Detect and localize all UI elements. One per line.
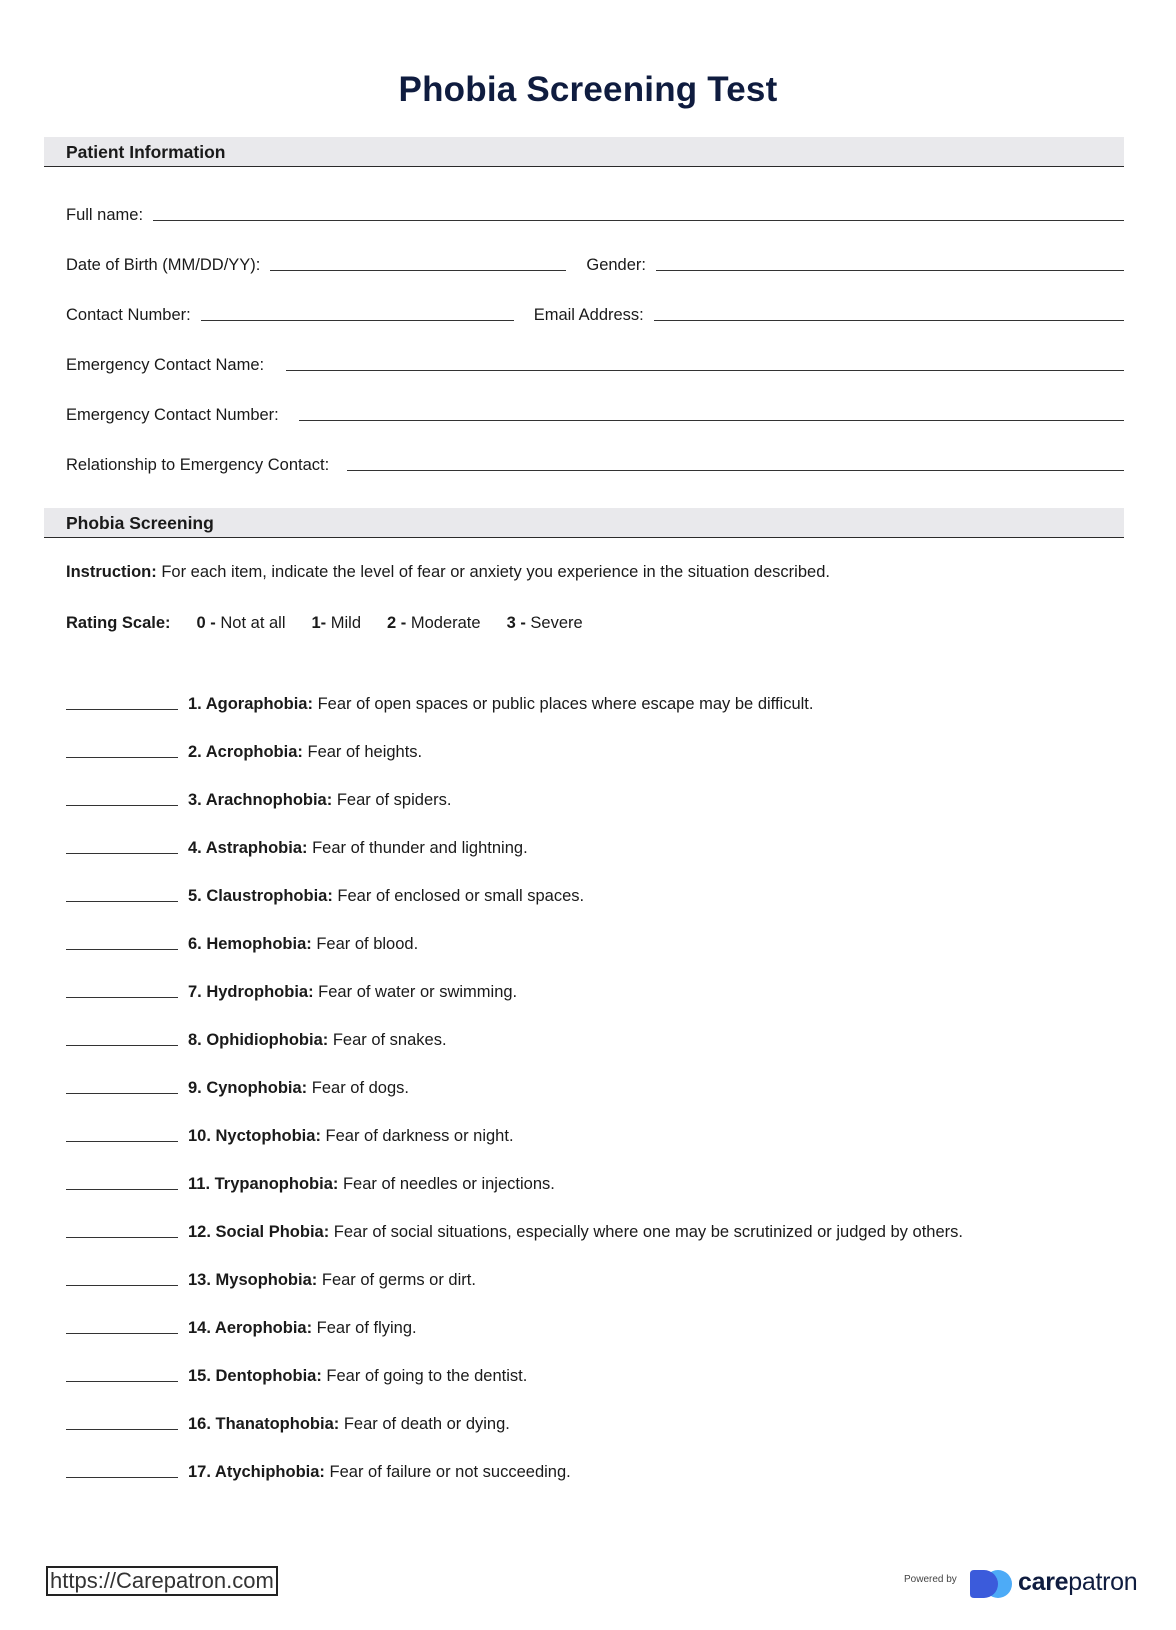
phobia-item <box>66 1074 409 1098</box>
phobia-description: Fear of blood. <box>311 935 419 953</box>
phobia-item <box>66 1218 963 1242</box>
phobia-description: Fear of germs or dirt. <box>317 1271 476 1289</box>
dob-gender-row <box>66 249 1124 275</box>
phobia-description: Fear of needles or injections. <box>338 1175 555 1193</box>
carepatron-wordmark <box>1018 1568 1137 1597</box>
phobia-description: Fear of thunder and lightning. <box>307 839 528 857</box>
contact-email-row <box>66 299 1124 325</box>
phobia-item <box>66 786 451 810</box>
emergency-name-field[interactable] <box>286 370 1124 371</box>
rating-scale <box>66 614 609 633</box>
rating-answer-field[interactable] <box>66 1141 178 1142</box>
rating-answer-field[interactable] <box>66 709 178 710</box>
phobia-term: 14. Aerophobia: <box>188 1319 313 1337</box>
relationship-row <box>66 449 1124 475</box>
phobia-item <box>66 1122 514 1146</box>
phobia-term: 11. Trypanophobia: <box>188 1175 339 1193</box>
patient-info-header: Patient Information <box>44 137 1124 167</box>
phobia-description: Fear of darkness or night. <box>320 1127 514 1145</box>
phobia-term: 12. Social Phobia: <box>188 1223 330 1241</box>
brand-rest: patron <box>1068 1568 1138 1596</box>
rating-answer-field[interactable] <box>66 853 178 854</box>
rating-answer-field[interactable] <box>66 1381 178 1382</box>
rating-answer-field[interactable] <box>66 1189 178 1190</box>
rating-option <box>197 614 286 633</box>
dob-field[interactable] <box>270 270 566 271</box>
phobia-item <box>66 1410 510 1434</box>
rating-text: Severe <box>525 614 583 632</box>
phobia-screening-header: Phobia Screening <box>44 508 1124 538</box>
phobia-description: Fear of dogs. <box>307 1079 409 1097</box>
phobia-description: Fear of snakes. <box>328 1031 447 1049</box>
rating-key: 0 - <box>196 614 216 632</box>
rating-answer-field[interactable] <box>66 1237 178 1238</box>
phobia-term: 7. Hydrophobia: <box>188 983 314 1001</box>
rating-key: 3 - <box>506 614 526 632</box>
relationship-label: Relationship to Emergency Contact: <box>66 456 330 474</box>
brand-bold: care <box>1018 1568 1069 1596</box>
rating-key: 1- <box>311 614 327 632</box>
phobia-term: 17. Atychiphobia: <box>188 1463 325 1481</box>
rating-option <box>507 614 583 633</box>
emergency-number-label: Emergency Contact Number: <box>66 406 279 424</box>
phobia-description: Fear of death or dying. <box>339 1415 510 1433</box>
instruction-label: Instruction: <box>66 563 157 581</box>
phobia-description: Fear of social situations, especially where one may be scrutinized or judged by others. <box>329 1223 963 1241</box>
phobia-item <box>66 1170 555 1194</box>
rating-answer-field[interactable] <box>66 1477 178 1478</box>
email-field[interactable] <box>654 320 1124 321</box>
dob-label: Date of Birth (MM/DD/YY): <box>66 256 261 274</box>
phobia-item <box>66 690 813 714</box>
page-title: Phobia Screening Test <box>398 70 778 109</box>
gender-field[interactable] <box>656 270 1124 271</box>
rating-scale-label: Rating Scale: <box>66 614 171 632</box>
rating-text: Mild <box>326 614 362 632</box>
phobia-description: Fear of heights. <box>302 743 423 761</box>
rating-answer-field[interactable] <box>66 901 178 902</box>
phobia-description: Fear of open spaces or public places where escape may be difficult. <box>312 695 814 713</box>
carepatron-link[interactable]: https://Carepatron.com <box>46 1566 278 1596</box>
rating-text: Moderate <box>406 614 481 632</box>
rating-answer-field[interactable] <box>66 997 178 998</box>
phobia-term: 16. Thanatophobia: <box>188 1415 340 1433</box>
powered-by-label: Powered by <box>904 1574 957 1585</box>
full-name-row <box>66 199 1124 225</box>
emergency-name-label: Emergency Contact Name: <box>66 356 265 374</box>
phobia-description: Fear of flying. <box>312 1319 417 1337</box>
phobia-description: Fear of going to the dentist. <box>321 1367 528 1385</box>
phobia-term: 13. Mysophobia: <box>188 1271 318 1289</box>
phobia-item <box>66 738 422 762</box>
phobia-term: 9. Cynophobia: <box>188 1079 308 1097</box>
phobia-term: 2. Acrophobia: <box>188 743 303 761</box>
carepatron-logo-icon <box>968 1568 1016 1602</box>
phobia-item <box>66 834 528 858</box>
phobia-description: Fear of water or swimming. <box>313 983 518 1001</box>
rating-answer-field[interactable] <box>66 1429 178 1430</box>
logo-shape-front <box>970 1570 998 1598</box>
phobia-description: Fear of enclosed or small spaces. <box>332 887 585 905</box>
full-name-label: Full name: <box>66 206 144 224</box>
full-name-field[interactable] <box>153 220 1124 221</box>
gender-label: Gender: <box>586 256 646 274</box>
phobia-item <box>66 1362 527 1386</box>
phobia-description: Fear of spiders. <box>332 791 452 809</box>
rating-option <box>312 614 362 633</box>
emergency-number-row <box>66 399 1124 425</box>
rating-answer-field[interactable] <box>66 1333 178 1334</box>
emergency-number-field[interactable] <box>299 420 1124 421</box>
phobia-item <box>66 978 517 1002</box>
phobia-term: 1. Agoraphobia: <box>188 695 313 713</box>
phobia-term: 4. Astraphobia: <box>188 839 308 857</box>
rating-answer-field[interactable] <box>66 1093 178 1094</box>
phobia-term: 8. Ophidiophobia: <box>188 1031 329 1049</box>
phobia-item <box>66 1026 447 1050</box>
phobia-term: 5. Claustrophobia: <box>188 887 333 905</box>
contact-number-label: Contact Number: <box>66 306 191 324</box>
instruction <box>66 563 830 582</box>
rating-answer-field[interactable] <box>66 949 178 950</box>
rating-key: 2 - <box>387 614 407 632</box>
contact-number-field[interactable] <box>201 320 514 321</box>
rating-answer-field[interactable] <box>66 1285 178 1286</box>
phobia-term: 3. Arachnophobia: <box>188 791 333 809</box>
phobia-term: 6. Hemophobia: <box>188 935 312 953</box>
emergency-name-row <box>66 349 1124 375</box>
rating-answer-field[interactable] <box>66 1045 178 1046</box>
phobia-item <box>66 882 584 906</box>
email-label: Email Address: <box>533 306 644 324</box>
rating-option <box>387 614 481 633</box>
instruction-text: For each item, indicate the level of fear or anxiety you experience in the situation described. <box>156 563 830 581</box>
rating-answer-field[interactable] <box>66 805 178 806</box>
phobia-item <box>66 1266 476 1290</box>
rating-text: Not at all <box>215 614 286 632</box>
phobia-item <box>66 1314 417 1338</box>
phobia-item <box>66 930 418 954</box>
phobia-term: 10. Nyctophobia: <box>188 1127 321 1145</box>
rating-answer-field[interactable] <box>66 757 178 758</box>
phobia-description: Fear of failure or not succeeding. <box>324 1463 571 1481</box>
phobia-item <box>66 1458 571 1482</box>
relationship-field[interactable] <box>347 470 1124 471</box>
phobia-term: 15. Dentophobia: <box>188 1367 322 1385</box>
